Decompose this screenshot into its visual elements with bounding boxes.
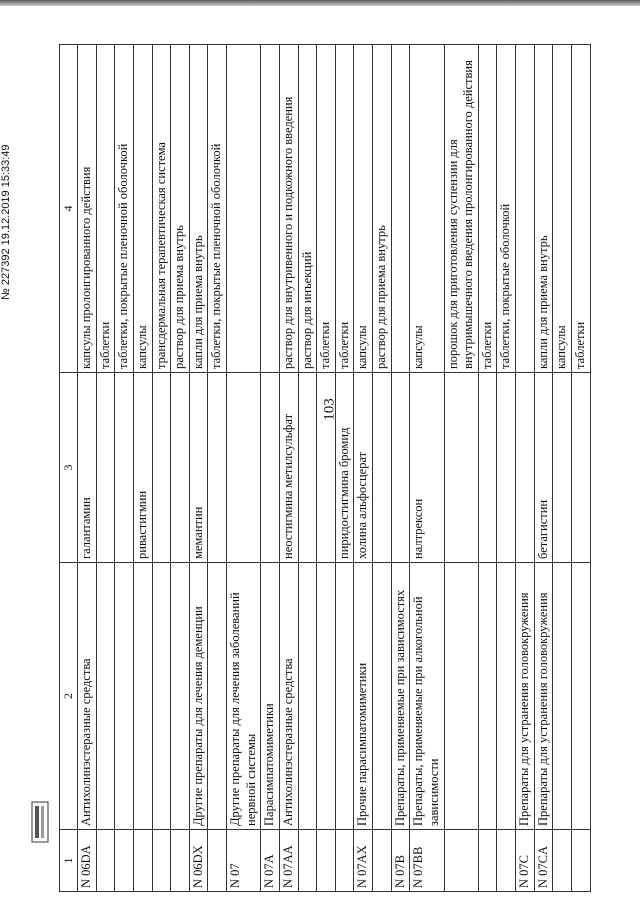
cell-substance — [115, 373, 134, 563]
table-body — [78, 45, 591, 892]
cell-group: Препараты, применяемые при зависимостях — [391, 563, 410, 830]
header-col-4: 4 — [60, 45, 78, 373]
cell-form: таблетки — [571, 45, 590, 373]
cell-substance — [516, 373, 535, 563]
cell-form: капсулы — [133, 45, 152, 373]
table-row — [534, 45, 553, 892]
table-row — [189, 45, 208, 892]
cell-group: Парасимпатомиметики — [261, 563, 280, 830]
cell-substance — [391, 373, 410, 563]
cell-code — [96, 830, 115, 892]
cell-substance — [152, 373, 171, 563]
cell-form: раствор для внутривенного и подкожного введения — [279, 45, 298, 373]
cell-code: N 07AX — [354, 830, 373, 892]
cell-group: Прочие парасимпатомиметики — [354, 563, 373, 830]
cell-substance: неостигмина метилсульфат — [279, 373, 298, 563]
cell-substance — [261, 373, 280, 563]
cell-code — [335, 830, 354, 892]
cell-substance: мемантин — [189, 373, 208, 563]
cell-code — [152, 830, 171, 892]
cell-group — [317, 563, 336, 830]
cell-group — [553, 563, 572, 830]
cell-group — [115, 563, 134, 830]
cell-form: таблетки — [317, 45, 336, 373]
cell-group: Антихолинэстеразные средства — [78, 563, 97, 830]
cell-group — [335, 563, 354, 830]
cell-group: Антихолинэстеразные средства — [279, 563, 298, 830]
cell-form — [227, 45, 261, 373]
cell-group: Препараты для устранения головокружения — [516, 563, 535, 830]
table-row — [133, 45, 152, 892]
table-row — [571, 45, 590, 892]
cell-form: капсулы — [410, 45, 444, 373]
cell-form: капсулы — [553, 45, 572, 373]
cell-substance — [478, 373, 497, 563]
cell-form — [261, 45, 280, 373]
cell-code — [571, 830, 590, 892]
cell-code — [373, 830, 392, 892]
cell-group — [444, 563, 478, 830]
table-row — [115, 45, 134, 892]
cell-substance — [171, 373, 190, 563]
cell-substance — [317, 373, 336, 563]
cell-code: N 07CA — [534, 830, 553, 892]
cell-form: таблетки, покрытые оболочкой — [497, 45, 516, 373]
table-row — [298, 45, 317, 892]
table-row — [478, 45, 497, 892]
cell-code: N 07BB — [410, 830, 444, 892]
seal-icon — [30, 800, 50, 844]
cell-group — [171, 563, 190, 830]
cell-group: Другие препараты для лечения деменции — [189, 563, 208, 830]
cell-substance — [298, 373, 317, 563]
table-row — [354, 45, 373, 892]
cell-group — [298, 563, 317, 830]
cell-code: N 06DX — [189, 830, 208, 892]
cell-code — [115, 830, 134, 892]
cell-form — [391, 45, 410, 373]
table-row — [96, 45, 115, 892]
cell-form: капли для приема внутрь — [189, 45, 208, 373]
table-row — [553, 45, 572, 892]
table-row — [208, 45, 227, 892]
cell-substance — [571, 373, 590, 563]
scan-edge — [0, 0, 640, 6]
cell-code — [478, 830, 497, 892]
cell-form: таблетки, покрытые пленочной оболочкой — [208, 45, 227, 373]
cell-substance: ривастигмин — [133, 373, 152, 563]
table-row — [497, 45, 516, 892]
cell-form: капсулы — [354, 45, 373, 373]
cell-substance: пиридостигмина бромид — [335, 373, 354, 563]
cell-form: раствор для инъекций — [298, 45, 317, 373]
cell-form: таблетки — [478, 45, 497, 373]
cell-form: раствор для приема внутрь — [373, 45, 392, 373]
cell-substance — [208, 373, 227, 563]
cell-form — [516, 45, 535, 373]
cell-code: N 07 — [227, 830, 261, 892]
cell-substance — [227, 373, 261, 563]
cell-code — [444, 830, 478, 892]
cell-form: раствор для приема внутрь — [171, 45, 190, 373]
cell-group — [96, 563, 115, 830]
cell-group: Другие препараты для лечения заболеваний нервной системы — [227, 563, 261, 830]
cell-form: трансдермальная терапевтическая система — [152, 45, 171, 373]
cell-group — [373, 563, 392, 830]
cell-form: капсулы пролонгированного действия — [78, 45, 97, 373]
cell-group — [478, 563, 497, 830]
cell-group: Препараты, применяемые при алкогольной зависимости — [410, 563, 444, 830]
cell-group: Препараты для устранения головокружения — [534, 563, 553, 830]
cell-substance: бетагистин — [534, 373, 553, 563]
cell-code: N 07B — [391, 830, 410, 892]
cell-substance: налтрексон — [410, 373, 444, 563]
cell-form: таблетки — [96, 45, 115, 373]
drug-table — [59, 44, 591, 892]
cell-group — [208, 563, 227, 830]
table-row — [444, 45, 478, 892]
cell-substance — [373, 373, 392, 563]
cell-code: N 07AA — [279, 830, 298, 892]
table-row — [171, 45, 190, 892]
header-col-2: 2 — [60, 563, 78, 830]
cell-group — [497, 563, 516, 830]
table-area — [59, 45, 587, 892]
cell-substance: холина альфосцерат — [354, 373, 373, 563]
header-col-1: 1 — [60, 830, 78, 892]
table-row — [391, 45, 410, 892]
cell-code — [298, 830, 317, 892]
cell-form: порошок для приготовления суспензии для внутримышечного введения пролонгированного действия — [444, 45, 478, 373]
cell-group — [152, 563, 171, 830]
cell-code: N 07A — [261, 830, 280, 892]
cell-code — [208, 830, 227, 892]
cell-substance — [497, 373, 516, 563]
table-row — [317, 45, 336, 892]
header-col-3: 3 — [60, 373, 78, 563]
cell-form: капли для приема внутрь — [534, 45, 553, 373]
table-header-row — [60, 45, 78, 892]
table-row — [373, 45, 392, 892]
cell-code — [317, 830, 336, 892]
table-row — [279, 45, 298, 892]
table-row — [261, 45, 280, 892]
cell-code — [553, 830, 572, 892]
cell-code — [497, 830, 516, 892]
table-row — [78, 45, 97, 892]
cell-substance — [444, 373, 478, 563]
cell-group — [571, 563, 590, 830]
table-row — [410, 45, 444, 892]
table-row — [516, 45, 535, 892]
cell-code: N 07C — [516, 830, 535, 892]
cell-code: N 06DA — [78, 830, 97, 892]
cell-group — [133, 563, 152, 830]
cell-substance: галантамин — [78, 373, 97, 563]
document-stamp-text: № 227392 19.12.2019 15:33:49 — [0, 144, 12, 300]
cell-code — [133, 830, 152, 892]
cell-form: таблетки, покрытые пленочной оболочкой — [115, 45, 134, 373]
table-row — [227, 45, 261, 892]
cell-form: таблетки — [335, 45, 354, 373]
page-number: 103 — [321, 398, 338, 421]
cell-substance — [96, 373, 115, 563]
table-row — [152, 45, 171, 892]
cell-code — [171, 830, 190, 892]
cell-substance — [553, 373, 572, 563]
table-row — [335, 45, 354, 892]
